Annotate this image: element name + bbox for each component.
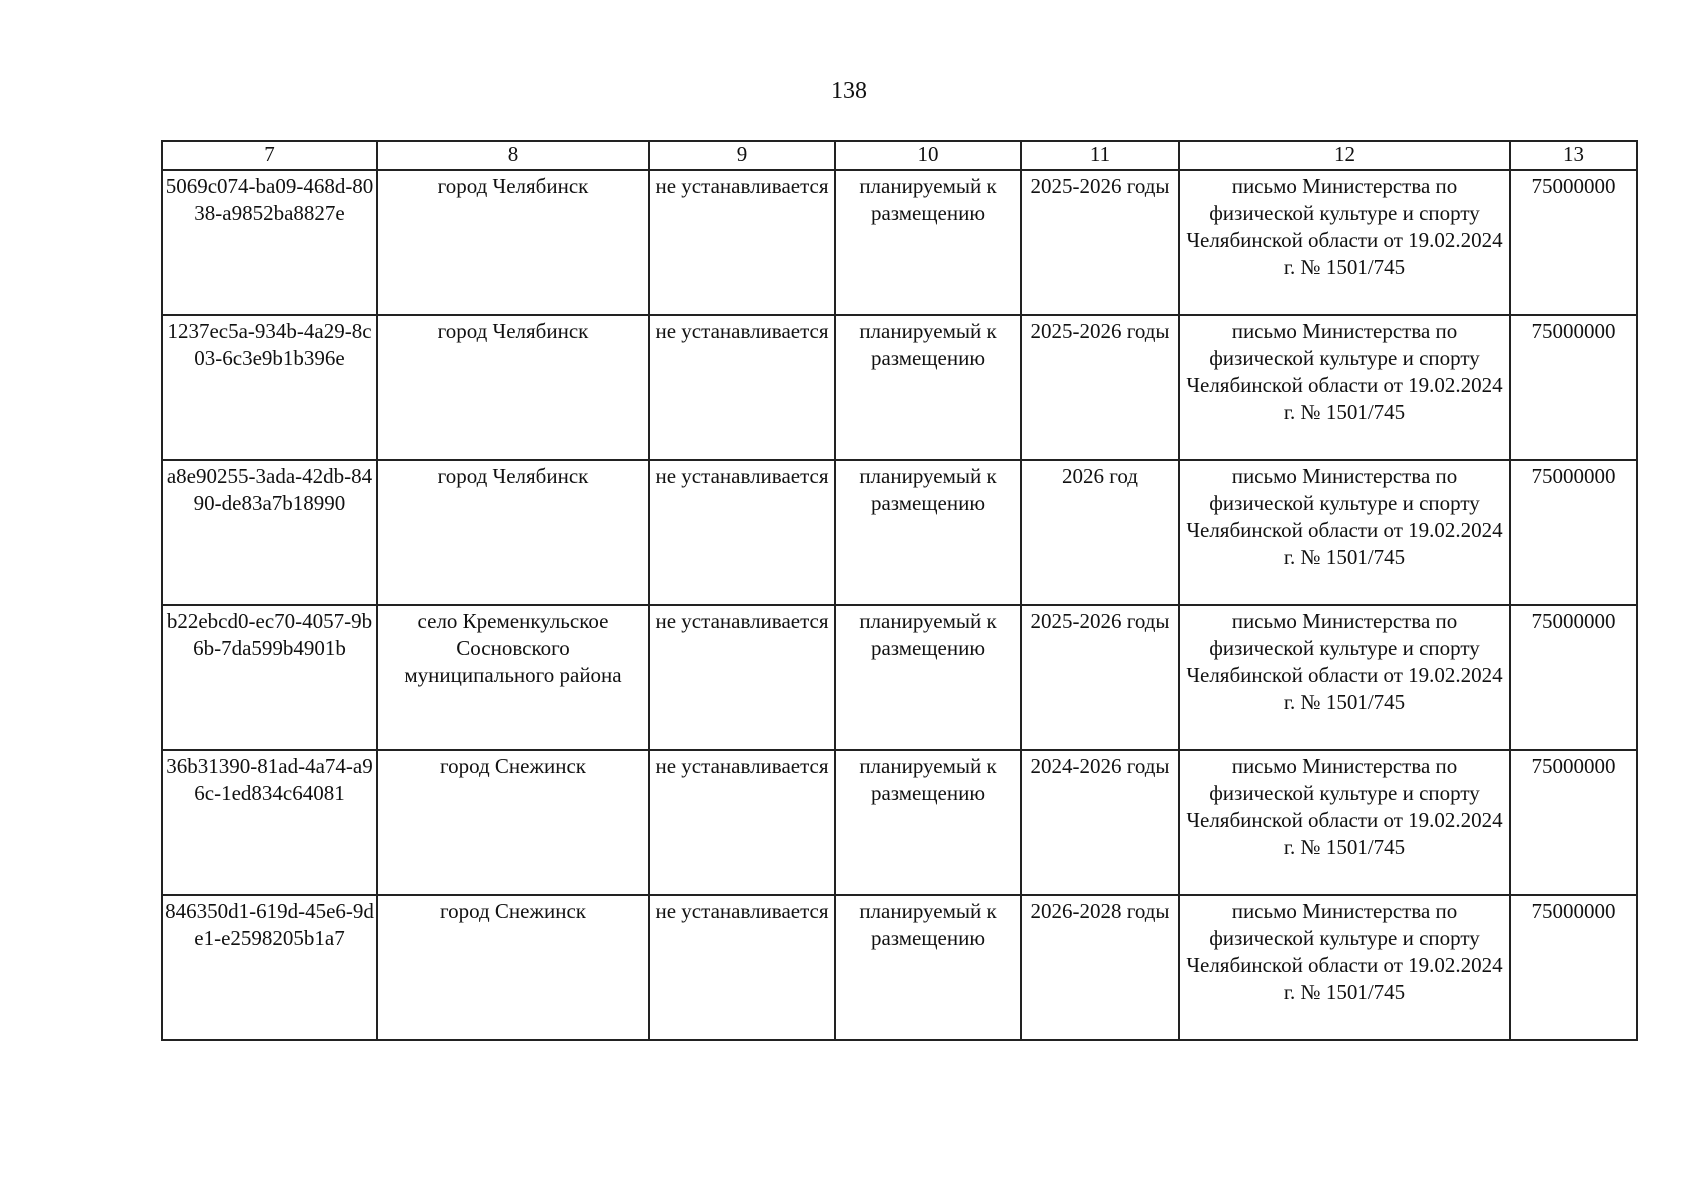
column-header: 7 — [162, 141, 377, 170]
table-row — [162, 170, 1637, 315]
table-row — [162, 315, 1637, 460]
period-cell: 2025-2026 годы — [1021, 315, 1179, 460]
location-cell: город Челябинск — [377, 315, 649, 460]
basis-cell: письмо Министерства по физической культуре и спорту Челябинской области от 19.02.2024 г. № 1501/745 — [1179, 460, 1510, 605]
column-header: 11 — [1021, 141, 1179, 170]
status-cell: не устанавливается — [649, 460, 835, 605]
placement-cell: планируемый к размещению — [835, 605, 1021, 750]
location-cell: город Снежинск — [377, 750, 649, 895]
period-cell: 2024-2026 годы — [1021, 750, 1179, 895]
placement-cell: планируемый к размещению — [835, 895, 1021, 1040]
column-header: 8 — [377, 141, 649, 170]
basis-cell: письмо Министерства по физической культуре и спорту Челябинской области от 19.02.2024 г. № 1501/745 — [1179, 605, 1510, 750]
table-row — [162, 460, 1637, 605]
basis-cell: письмо Министерства по физической культуре и спорту Челябинской области от 19.02.2024 г. № 1501/745 — [1179, 750, 1510, 895]
basis-cell: письмо Министерства по физической культуре и спорту Челябинской области от 19.02.2024 г. № 1501/745 — [1179, 170, 1510, 315]
object-id-cell: 1237ec5a-934b-4a29-8c03-6c3e9b1b396e — [162, 315, 377, 460]
amount-cell: 75000000 — [1510, 750, 1637, 895]
amount-cell: 75000000 — [1510, 170, 1637, 315]
table-row — [162, 605, 1637, 750]
column-header: 12 — [1179, 141, 1510, 170]
header-row — [162, 141, 1637, 170]
location-cell: город Челябинск — [377, 460, 649, 605]
amount-cell: 75000000 — [1510, 460, 1637, 605]
object-id-cell: 846350d1-619d-45e6-9de1-e2598205b1a7 — [162, 895, 377, 1040]
placement-cell: планируемый к размещению — [835, 750, 1021, 895]
object-id-cell: 5069c074-ba09-468d-8038-a9852ba8827e — [162, 170, 377, 315]
status-cell: не устанавливается — [649, 895, 835, 1040]
status-cell: не устанавливается — [649, 605, 835, 750]
basis-cell: письмо Министерства по физической культуре и спорту Челябинской области от 19.02.2024 г. № 1501/745 — [1179, 895, 1510, 1040]
object-id-cell: 36b31390-81ad-4a74-a96c-1ed834c64081 — [162, 750, 377, 895]
table-row — [162, 750, 1637, 895]
location-cell: село Кременкульское Сосновского муниципального района — [377, 605, 649, 750]
location-cell: город Челябинск — [377, 170, 649, 315]
object-id-cell: a8e90255-3ada-42db-8490-de83a7b18990 — [162, 460, 377, 605]
period-cell: 2026 год — [1021, 460, 1179, 605]
column-header: 13 — [1510, 141, 1637, 170]
page-number: 138 — [831, 78, 867, 104]
column-header: 9 — [649, 141, 835, 170]
data-table — [161, 140, 1638, 1041]
period-cell: 2025-2026 годы — [1021, 605, 1179, 750]
status-cell: не устанавливается — [649, 750, 835, 895]
period-cell: 2026-2028 годы — [1021, 895, 1179, 1040]
placement-cell: планируемый к размещению — [835, 170, 1021, 315]
table-row — [162, 895, 1637, 1040]
period-cell: 2025-2026 годы — [1021, 170, 1179, 315]
column-header: 10 — [835, 141, 1021, 170]
placement-cell: планируемый к размещению — [835, 315, 1021, 460]
placement-cell: планируемый к размещению — [835, 460, 1021, 605]
location-cell: город Снежинск — [377, 895, 649, 1040]
status-cell: не устанавливается — [649, 315, 835, 460]
amount-cell: 75000000 — [1510, 895, 1637, 1040]
amount-cell: 75000000 — [1510, 605, 1637, 750]
status-cell: не устанавливается — [649, 170, 835, 315]
amount-cell: 75000000 — [1510, 315, 1637, 460]
object-id-cell: b22ebcd0-ec70-4057-9b6b-7da599b4901b — [162, 605, 377, 750]
basis-cell: письмо Министерства по физической культуре и спорту Челябинской области от 19.02.2024 г. № 1501/745 — [1179, 315, 1510, 460]
